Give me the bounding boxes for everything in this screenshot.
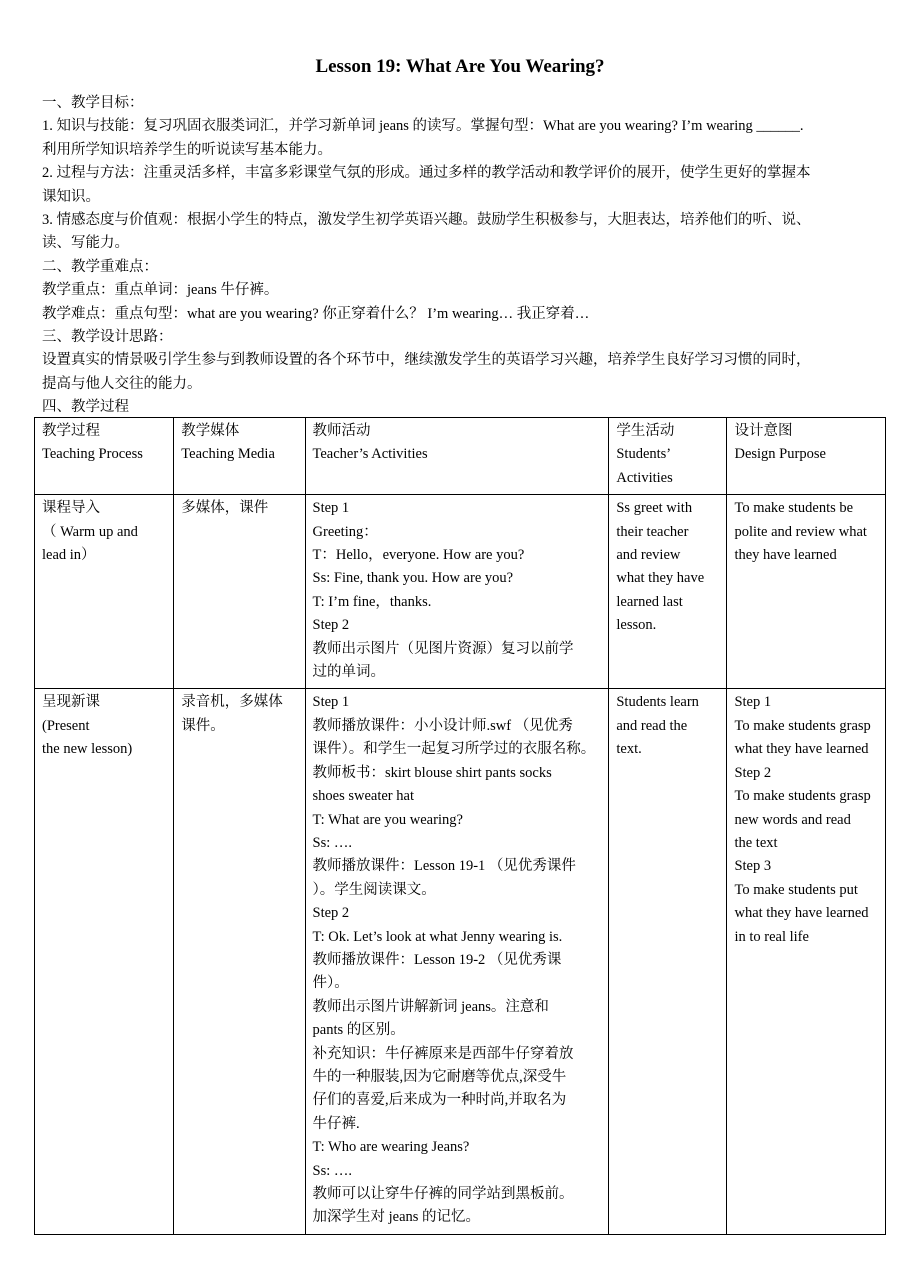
design-idea-cont: 提高与他人交往的能力。 <box>42 375 202 392</box>
teaching-process-table <box>34 417 886 1235</box>
cell-line: shoes sweater hat <box>312 788 414 805</box>
cell-line: Step 1 <box>312 500 350 517</box>
cell-teacher <box>305 495 609 689</box>
cell-line: 教师播放课件：Lesson 19-2 （见优秀课 <box>312 951 562 968</box>
cell-line: Step 1 <box>312 694 350 711</box>
cell-line: 多媒体，课件 <box>181 500 269 517</box>
cell-line: the text <box>734 834 778 851</box>
cell-line: ）。学生阅读课文。 <box>312 881 436 898</box>
header-text: 设计意图 <box>734 423 793 439</box>
intro-section <box>42 92 884 420</box>
header-text: 教学媒体 <box>181 423 240 439</box>
header-text: Teaching Process <box>42 446 143 463</box>
header-students <box>609 418 727 495</box>
table-header-row <box>35 418 886 495</box>
key-point: 教学重点：重点单词：jeans 牛仔裤。 <box>42 282 279 299</box>
cell-line: their teacher <box>616 523 689 540</box>
cell-teacher <box>305 689 609 1234</box>
cell-line: 仔们的喜爱,后来成为一种时尚,并取名为 <box>312 1092 567 1109</box>
cell-students <box>609 495 727 689</box>
header-text: 教学过程 <box>42 423 100 439</box>
cell-line: the new lesson) <box>42 741 133 758</box>
cell-line: To make students be <box>734 500 854 517</box>
header-text: 教师活动 <box>312 423 371 439</box>
objective-3: 3. 情感态度与价值观：根据小学生的特点，激发学生初学英语兴趣。鼓励学生积极参与，大胆表达，培养他们的听、说、 <box>42 212 811 229</box>
cell-line: Ss: …. <box>312 834 353 851</box>
cell-line: (Present <box>42 717 90 734</box>
header-text: Teacher’s Activities <box>312 446 428 463</box>
cell-line: Ss: Fine, thank you. How are you? <box>312 570 514 587</box>
header-text: Students’ <box>616 446 672 463</box>
cell-line: To make students grasp <box>734 788 871 805</box>
cell-media <box>174 495 305 689</box>
cell-line: what they have <box>616 570 705 587</box>
objective-1-cont: 利用所学知识培养学生的听说读写基本能力。 <box>42 141 332 158</box>
header-purpose <box>727 418 886 495</box>
table-row-warm-up <box>35 495 886 689</box>
cell-line: pants 的区别。 <box>312 1022 405 1039</box>
page-title: Lesson 19: What Are You Wearing? <box>315 56 605 77</box>
objective-2-cont: 课知识。 <box>42 188 100 205</box>
cell-line: what they have learned <box>734 741 869 758</box>
cell-line: To make students put <box>734 881 858 898</box>
cell-line: 教师播放课件：Lesson 19-1 （见优秀课件 <box>312 858 576 875</box>
cell-line: lead in） <box>42 547 96 564</box>
cell-line: 教师播放课件：小小设计师.swf （见优秀 <box>312 717 573 734</box>
header-process <box>35 418 174 495</box>
table-row-present <box>35 689 886 1234</box>
header-text: 学生活动 <box>616 423 675 439</box>
cell-line: 录音机，多媒体 <box>181 694 283 711</box>
header-text: Activities <box>616 469 673 486</box>
cell-line: Ss greet with <box>616 500 693 517</box>
cell-line: 呈现新课 <box>42 694 100 711</box>
cell-line: （ Warm up and <box>42 523 138 540</box>
cell-line: polite and review what <box>734 523 867 540</box>
header-media <box>174 418 305 495</box>
section-heading-process: 四、教学过程 <box>42 399 129 416</box>
cell-line: they have learned <box>734 547 837 564</box>
cell-line: Step 2 <box>312 617 350 634</box>
header-text: Teaching Media <box>181 446 275 463</box>
cell-process <box>35 495 174 689</box>
cell-line: 牛仔裤. <box>312 1115 360 1132</box>
cell-purpose <box>727 495 886 689</box>
header-text: Design Purpose <box>734 446 826 463</box>
cell-line: what they have learned <box>734 905 869 922</box>
cell-line: T: I’m fine，thanks. <box>312 593 432 610</box>
cell-line: 过的单词。 <box>312 664 386 681</box>
cell-media <box>174 689 305 1234</box>
cell-line: and read the <box>616 717 688 734</box>
cell-line: T: Ok. Let’s look at what Jenny wearing is. <box>312 928 563 945</box>
section-heading-key-points: 二、教学重难点： <box>42 258 158 275</box>
cell-line: T：Hello，everyone. How are you? <box>312 547 525 564</box>
section-heading-objectives: 一、教学目标： <box>42 95 144 111</box>
cell-line: in to real life <box>734 928 809 945</box>
cell-line: 课程导入 <box>42 500 100 517</box>
cell-line: To make students grasp <box>734 717 871 734</box>
cell-line: and review <box>616 547 681 564</box>
cell-line: Step 2 <box>312 905 350 922</box>
cell-line: 牛的一种服装,因为它耐磨等优点,深受牛 <box>312 1068 567 1085</box>
cell-line: 件）。 <box>312 975 349 992</box>
cell-line: Greeting： <box>312 523 378 540</box>
cell-line: Step 3 <box>734 858 772 875</box>
cell-purpose <box>727 689 886 1234</box>
cell-line: Step 1 <box>734 694 772 711</box>
objective-3-cont: 读、写能力。 <box>42 235 129 252</box>
difficult-point: 教学难点：重点句型：what are you wearing? 你正穿着什么？ I’m wearing… 我正穿着… <box>42 305 590 322</box>
objective-2: 2. 过程与方法：注重灵活多样，丰富多彩课堂气氛的形成。通过多样的教学活动和教学评价的展开，使学生更好的掌握本 <box>42 165 811 182</box>
design-idea: 设置真实的情景吸引学生参与到教师设置的各个环节中，继续激发学生的英语学习兴趣，培养学生良好学习习惯的同时， <box>42 352 811 369</box>
objective-1: 1. 知识与技能：复习巩固衣服类词汇，并学习新单词 jeans 的读写。掌握句型：What are you wearing? I’m wearing ______. <box>42 118 804 135</box>
cell-line: 课件）。和学生一起复习所学过的衣服名称。 <box>312 741 596 758</box>
cell-process <box>35 689 174 1234</box>
cell-students <box>609 689 727 1234</box>
cell-line: 加深学生对 jeans 的记忆。 <box>312 1209 481 1226</box>
cell-line: Ss: …. <box>312 1162 353 1179</box>
cell-line: new words and read <box>734 811 851 828</box>
cell-line: T: What are you wearing? <box>312 811 463 828</box>
cell-line: 教师出示图片（见图片资源）复习以前学 <box>312 640 574 657</box>
cell-line: 补充知识：牛仔裤原来是西部牛仔穿着放 <box>312 1045 574 1062</box>
cell-line: lesson. <box>616 617 657 634</box>
cell-line: 教师板书：skirt blouse shirt pants socks <box>312 764 552 781</box>
cell-line: 教师可以让穿牛仔裤的同学站到黑板前。 <box>312 1186 574 1202</box>
cell-line: T: Who are wearing Jeans? <box>312 1139 470 1156</box>
cell-line: text. <box>616 741 642 758</box>
cell-line: Step 2 <box>734 764 772 781</box>
section-heading-design-idea: 三、教学设计思路： <box>42 329 173 346</box>
cell-line: 课件。 <box>181 717 225 734</box>
cell-line: learned last <box>616 593 683 610</box>
cell-line: 教师出示图片讲解新词 jeans。注意和 <box>312 998 549 1015</box>
header-teacher <box>305 418 609 495</box>
cell-line: Students learn <box>616 694 699 711</box>
